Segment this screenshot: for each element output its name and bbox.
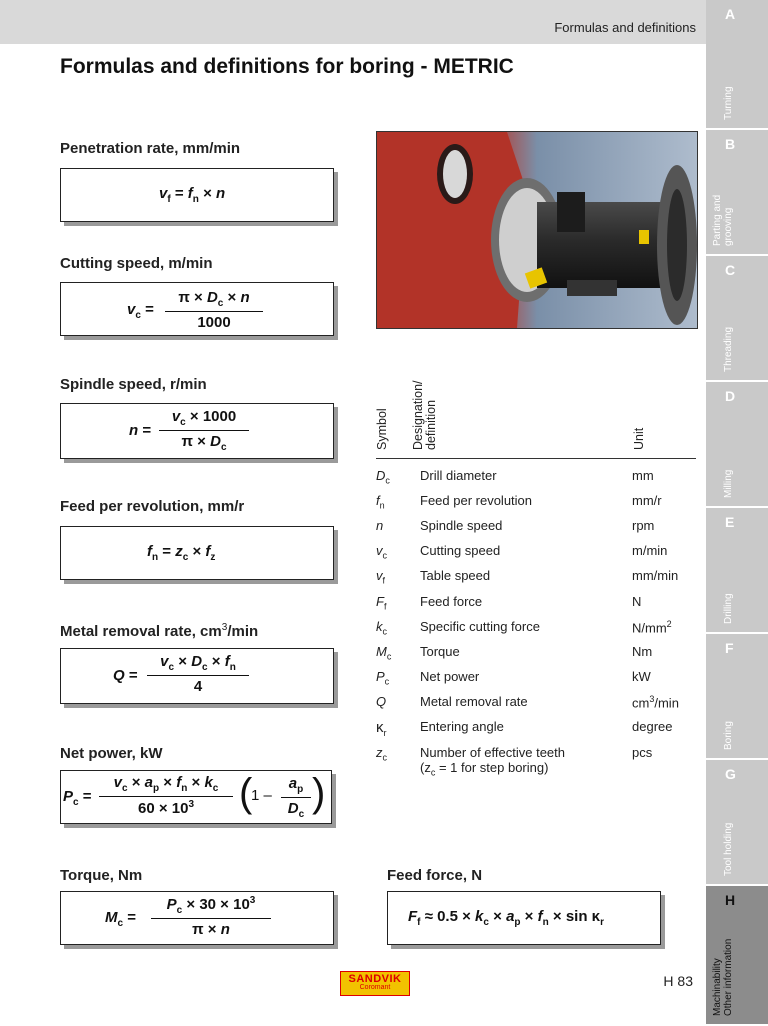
page-title: Formulas and definitions for boring - METRIC [60, 55, 514, 78]
table-row [376, 518, 706, 543]
tab-parting-grooving[interactable]: B Parting and grooving [706, 130, 768, 256]
tab-machinability[interactable]: H Machinability Other information [706, 886, 768, 1026]
header-designation: Designation/ definition [411, 380, 438, 450]
row-description: Metal removal rate [420, 694, 528, 709]
row-description: Net power [420, 669, 480, 684]
feed-force-label: Feed force, N [387, 867, 483, 884]
metal-removal-formula: Q = $\frac{v_c \times D_c \times f_n}{4}$ [60, 648, 334, 704]
row-symbol: $k_c$ [376, 619, 387, 637]
row-symbol: Q [376, 694, 387, 709]
row-symbol: $D_c$ [376, 468, 390, 486]
feed-force-formula: $F_f \approx 0.5 \times k_c \times a_p \times f_n \times \sin \kappa_r$ [387, 891, 661, 945]
row-unit: Nm [632, 644, 653, 659]
penetration-rate-formula: $v_f = f_n \times n$ [60, 168, 334, 222]
tab-tool-holding[interactable]: G Tool holding [706, 760, 768, 886]
tab-turning[interactable]: A Turning [706, 0, 768, 130]
row-unit: mm/min [632, 568, 679, 583]
row-description: Spindle speed [420, 518, 503, 533]
page-number: H 83 [663, 973, 693, 989]
feed-per-rev-label: Feed per revolution, mm/r [60, 498, 245, 515]
row-description: Number of effective teeth ($z_c = 1$ for step boring) [420, 745, 566, 778]
spindle-speed-label: Spindle speed, r/min [60, 376, 207, 393]
table-row [376, 669, 706, 694]
row-unit: pcs [632, 745, 653, 760]
row-unit: N [632, 594, 642, 609]
penetration-rate-label: Penetration rate, mm/min [60, 140, 241, 157]
table-row [376, 468, 706, 493]
row-description: Cutting speed [420, 543, 501, 558]
row-symbol: $F_f$ [376, 594, 387, 612]
tab-boring[interactable]: F Boring [706, 634, 768, 760]
section-header: Formulas and definitions [554, 20, 696, 35]
row-unit: rpm [632, 518, 655, 533]
row-symbol: $f_n$ [376, 493, 385, 511]
close-paren: ) [312, 771, 326, 815]
row-unit: kW [632, 669, 651, 684]
table-row [376, 619, 706, 644]
table-row [376, 745, 706, 785]
row-description: Specific cutting force [420, 619, 540, 634]
boring-tool-photo [376, 131, 698, 329]
row-note: ($z_c = 1$ for step boring) [420, 760, 549, 778]
row-symbol: $P_c$ [376, 669, 390, 687]
row-symbol: n [376, 518, 384, 533]
cutting-speed-formula: $v_c$ = $\frac{\pi \times D_c \times n}{1000}$ [60, 282, 334, 336]
sandvik-logo: SANDVIK Coromant [340, 971, 410, 996]
row-symbol: $v_c$ [376, 543, 387, 561]
net-power-formula: $P_c$ = $\frac{v_c \times a_p \times f_n \times k_c}{60 \times 10^3}$ ( 1 – $\frac{a_p}{D_c}$ ) [60, 770, 332, 824]
tab-threading[interactable]: C Threading [706, 256, 768, 382]
row-unit: m/min [632, 543, 668, 558]
row-description: Drill diameter [420, 468, 497, 483]
row-description: Torque [420, 644, 460, 659]
row-description: Feed force [420, 594, 483, 609]
row-unit: $cm^3/\min$ [632, 694, 679, 711]
row-description: Feed per revolution [420, 493, 533, 508]
torque-label: Torque, Nm [60, 867, 143, 884]
row-symbol: $M_c$ [376, 644, 392, 662]
metal-removal-label: Metal removal rate, $cm^3/\min$ [60, 622, 259, 640]
header-symbol: Symbol [375, 408, 389, 450]
row-description: Entering angle [420, 719, 504, 734]
row-symbol: $\kappa_r$ [376, 719, 387, 738]
table-row [376, 719, 706, 744]
open-paren: ( [239, 771, 253, 815]
row-unit: mm [632, 468, 654, 483]
row-unit: $N/mm^2$ [632, 619, 672, 636]
table-row [376, 694, 706, 719]
row-unit: mm/r [632, 493, 662, 508]
feed-per-rev-formula: $f_n = z_c \times f_z$ [60, 526, 334, 580]
cutting-speed-label: Cutting speed, m/min [60, 255, 213, 272]
spindle-speed-formula: n = $\frac{v_c \times 1000}{\pi \times D_c}$ [60, 403, 334, 459]
definitions-table-header [376, 362, 696, 459]
row-description: Table speed [420, 568, 491, 583]
table-row [376, 543, 706, 568]
table-row [376, 493, 706, 518]
table-row [376, 644, 706, 669]
tab-milling[interactable]: D Milling [706, 382, 768, 508]
row-symbol: $z_c$ [376, 745, 387, 763]
row-unit: degree [632, 719, 673, 734]
torque-formula: $M_c$ = $\frac{P_c \times 30 \times 10^3}{\pi \times n}$ [60, 891, 334, 945]
table-row [376, 594, 706, 619]
table-row [376, 568, 706, 593]
row-symbol: $v_f$ [376, 568, 386, 586]
header-unit: Unit [632, 427, 646, 450]
net-power-label: Net power, kW [60, 745, 163, 762]
tab-drilling[interactable]: E Drilling [706, 508, 768, 634]
